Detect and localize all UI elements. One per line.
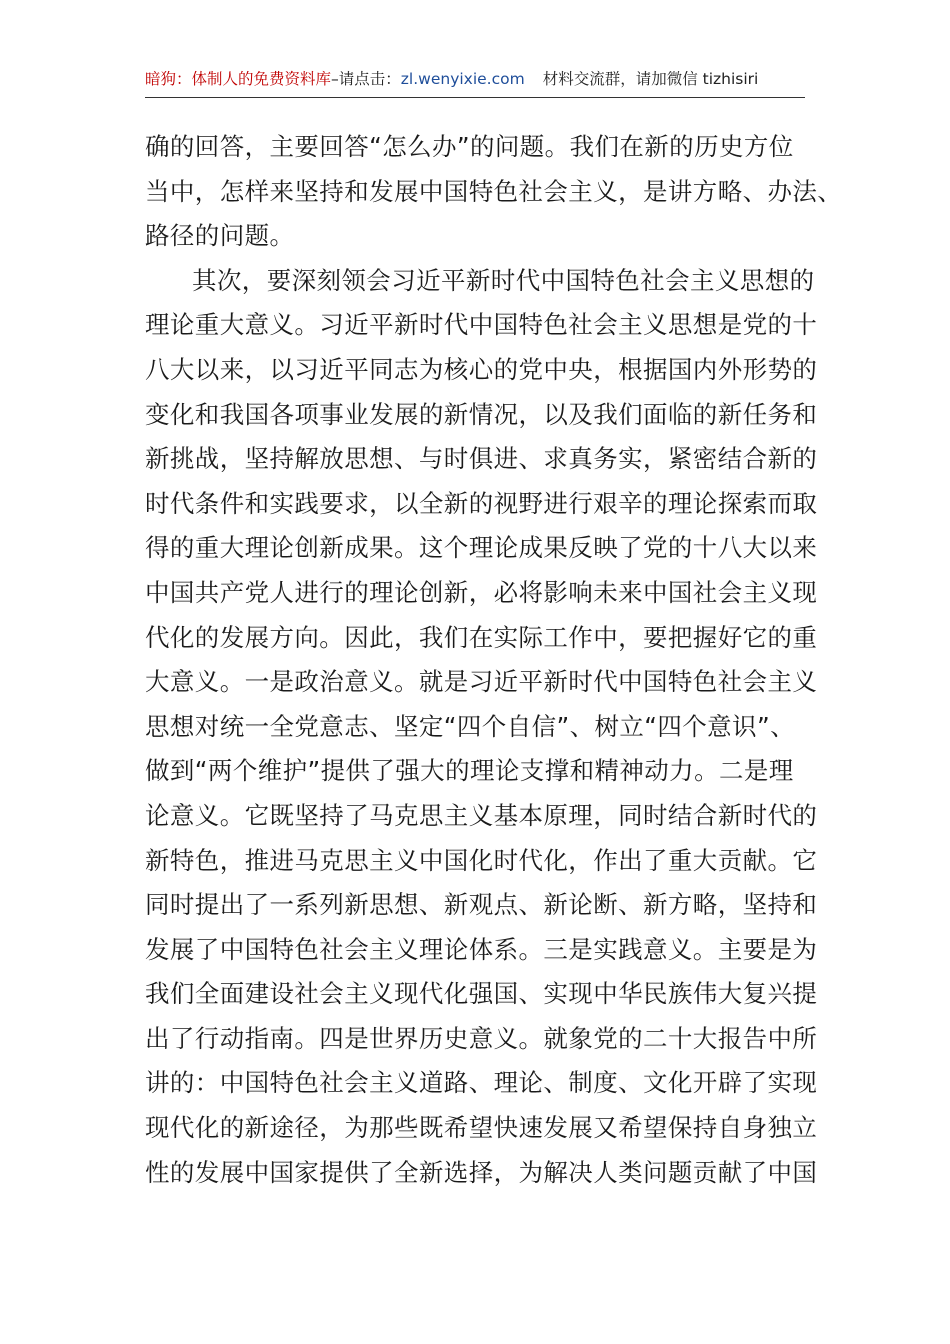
body-line: 性的发展中国家提供了全新选择，为解决人类问题贡献了中国 bbox=[145, 1157, 818, 1187]
body-line: 讲的：中国特色社会主义道路、理论、制度、文化开辟了实现 bbox=[145, 1068, 818, 1098]
header-brand-text: 暗狗：体制人的免费资料库 bbox=[145, 70, 332, 88]
body-line: 出了行动指南。四是世界历史意义。就象党的二十大报告中所 bbox=[145, 1023, 818, 1053]
document-body bbox=[145, 125, 843, 1195]
header-site-link[interactable]: zl.wenyixie.com bbox=[400, 70, 525, 88]
header-wechat-group-text: 材料交流群，请加微信 tizhisiri bbox=[542, 70, 759, 88]
body-line: 变化和我国各项事业发展的新情况，以及我们面临的新任务和 bbox=[145, 399, 818, 429]
body-line: 路径的问题。 bbox=[145, 221, 295, 251]
body-line: 确的回答，主要回答“怎么办”的问题。我们在新的历史方位 bbox=[145, 132, 794, 161]
body-line: 理论重大意义。习近平新时代中国特色社会主义思想是党的十 bbox=[145, 310, 818, 340]
body-line: 八大以来，以习近平同志为核心的党中央，根据国内外形势的 bbox=[145, 354, 818, 384]
body-line: 新特色，推进马克思主义中国化时代化，作出了重大贡献。它 bbox=[145, 845, 818, 875]
body-line: 中国共产党人进行的理论创新，必将影响未来中国社会主义现 bbox=[145, 577, 818, 607]
body-line: 现代化的新途径，为那些既希望快速发展又希望保持自身独立 bbox=[145, 1113, 818, 1143]
body-line: 同时提出了一系列新思想、新观点、新论断、新方略，坚持和 bbox=[145, 890, 818, 920]
body-line: 大意义。一是政治意义。就是习近平新时代中国特色社会主义 bbox=[145, 667, 818, 697]
body-line: 论意义。它既坚持了马克思主义基本原理，同时结合新时代的 bbox=[145, 800, 818, 830]
body-line: 我们全面建设社会主义现代化强国、实现中华民族伟大复兴提 bbox=[145, 979, 818, 1009]
body-line: 做到“两个维护”提供了强大的理论支撑和精神动力。二是理 bbox=[145, 756, 794, 786]
header-prompt-text: –请点击： bbox=[331, 70, 401, 88]
body-line: 当中，怎样来坚持和发展中国特色社会主义，是讲方略、办法、 bbox=[145, 176, 843, 206]
paragraph-start-line: 其次，要深刻领会习近平新时代中国特色社会主义思想的 bbox=[192, 265, 815, 295]
body-line: 得的重大理论创新成果。这个理论成果反映了党的十八大以来 bbox=[145, 533, 818, 563]
body-line: 代化的发展方向。因此，我们在实际工作中，要把握好它的重 bbox=[145, 622, 818, 652]
body-line: 新挑战，坚持解放思想、与时俱进、求真务实，紧密结合新的 bbox=[145, 444, 818, 474]
body-line: 发展了中国特色社会主义理论体系。三是实践意义。主要是为 bbox=[145, 934, 818, 964]
body-line: 思想对统一全党意志、坚定“四个自信”、树立“四个意识”、 bbox=[145, 711, 795, 741]
page-header bbox=[145, 64, 805, 98]
body-line: 时代条件和实践要求，以全新的视野进行艰辛的理论探索而取 bbox=[145, 488, 818, 518]
